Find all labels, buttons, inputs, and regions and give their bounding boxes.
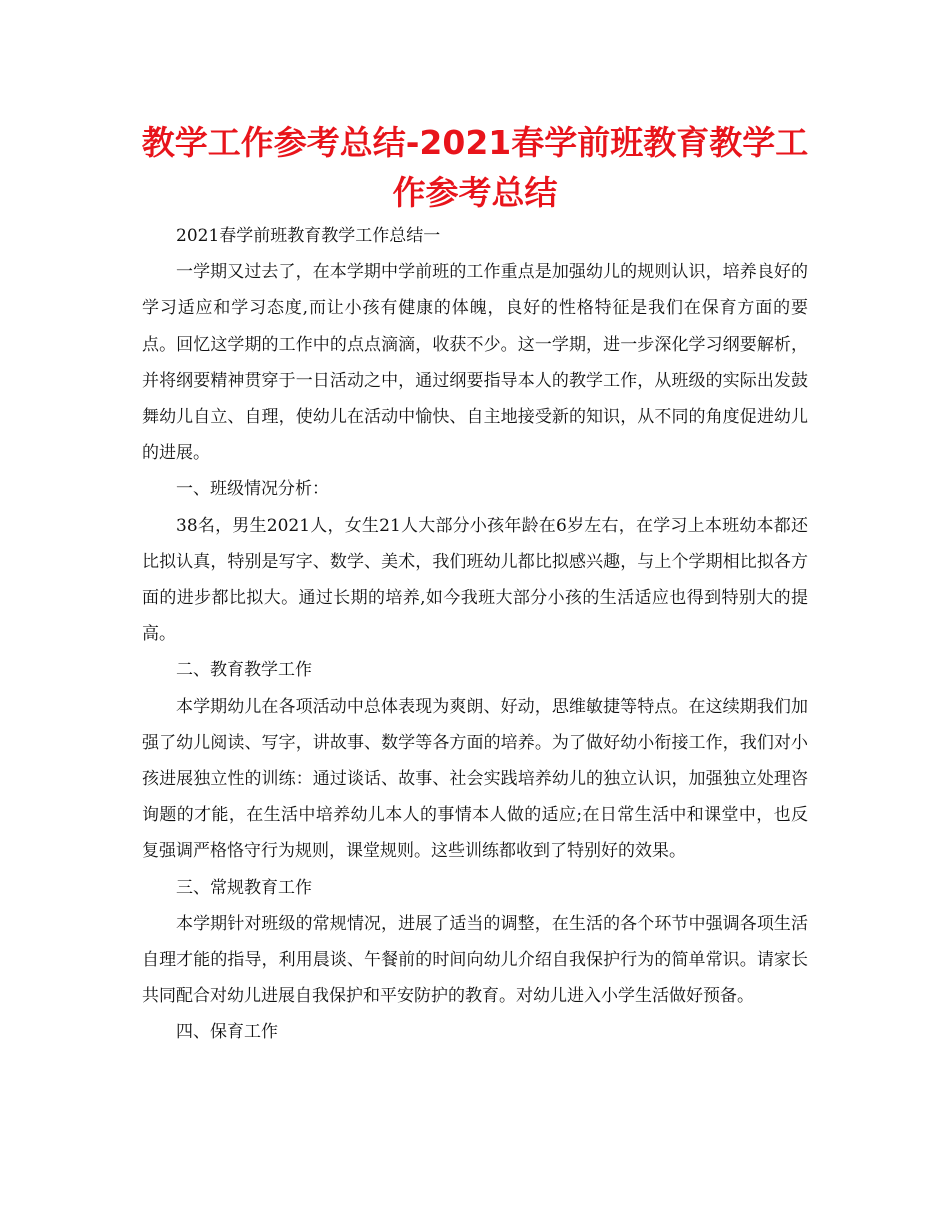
section-heading-routine-education: 三、常规教育工作 [176,877,312,898]
subtitle-paragraph: 2021春学前班教育教学工作总结一 [176,226,441,246]
class-analysis-paragraph: 38名，男生2021人，女生21人大部分小孩年龄在6岁左右，在学习上本班幼本都还比拟认真，特别是写字、数学、美术，我们班幼儿都比拟感兴趣，与上个学期相比拟各方面的进步都比拟大。通过长期的培养,如今我班大部分小孩的生活适应也得到特别大的提高。 [142,515,808,645]
routine-education-paragraph: 本学期针对班级的常规情况，进展了适当的调整，在生活的各个环节中强调各项生活自理才能的指导，利用晨谈、午餐前的时间向幼儿介绍自我保护行为的简单常识。请家长共同配合对幼儿进展自我保护和平安防护的教育。对幼儿进入小学生活做好预备。 [142,913,808,1007]
section-heading-childcare-work: 四、保育工作 [176,1022,278,1043]
document-body [142,218,808,1051]
document-title: 教学工作参考总结-2021春学前班教育教学工作参考总结 [141,123,809,212]
section-heading-class-analysis: 一、班级情况分析： [176,479,329,500]
teaching-work-paragraph: 本学期幼儿在各项活动中总体表现为爽朗、好动，思维敏捷等特点。在这续期我们加强了幼儿阅读、写字，讲故事、数学等各方面的培养。为了做好幼小衔接工作，我们对小孩进展独立性的训练：通过谈话、故事、社会实践培养幼儿的独立认识，加强独立处理咨询题的才能，在生活中培养幼儿本人的事情本人做的适应;在日常生活中和课堂中，也反复强调严格恪守行为规则，课堂规则。这些训练都收到了特别好的效果。 [142,696,808,862]
section-heading-teaching-work: 二、教育教学工作 [176,660,312,681]
intro-paragraph: 一学期又过去了，在本学期中学前班的工作重点是加强幼儿的规则认识，培养良好的学习适应和学习态度,而让小孩有健康的体魄，良好的性格特征是我们在保育方面的要点。回忆这学期的工作中的点点滴滴，收获不少。这一学期，进一步深化学习纲要解析，并将纲要精神贯穿于一日活动之中，通过纲要指导本人的教学工作，从班级的实际出发鼓舞幼儿自立、自理，使幼儿在活动中愉快、自主地接受新的知识，从不同的角度促进幼儿的进展。 [142,262,808,464]
